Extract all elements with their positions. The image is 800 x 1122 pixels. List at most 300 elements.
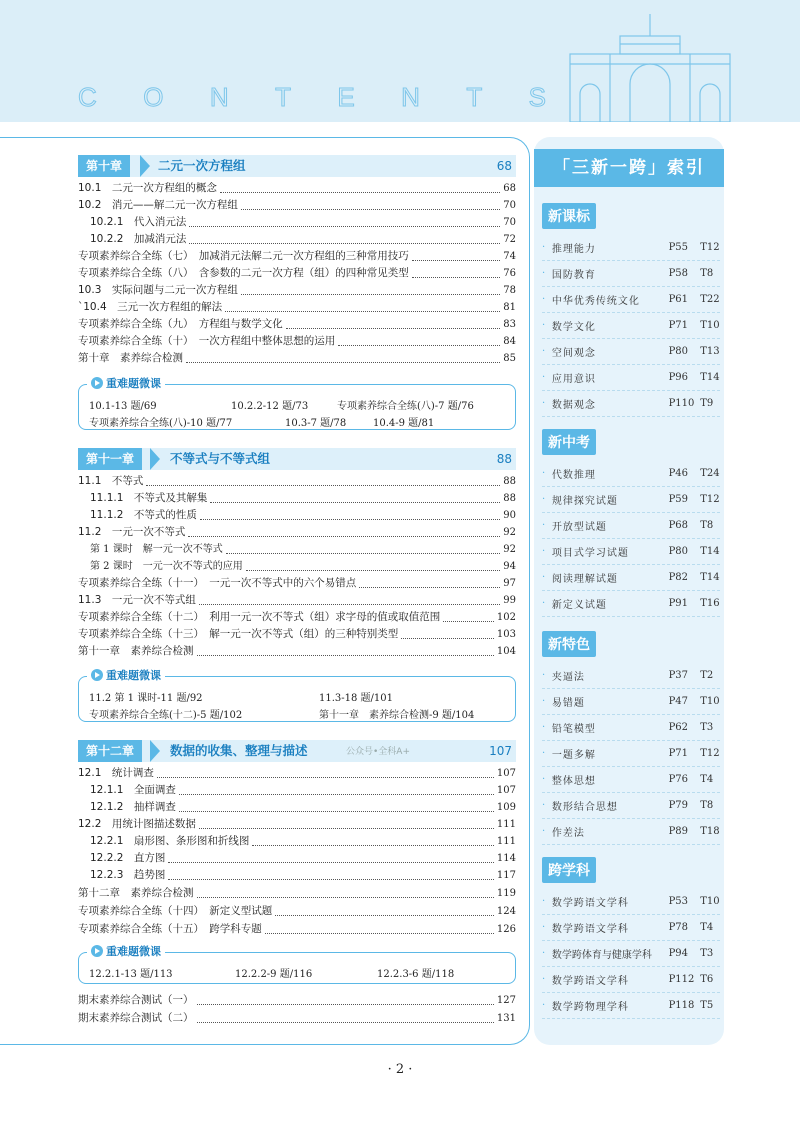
- index-item-page: P89: [668, 826, 689, 837]
- toc-entry[interactable]: [78, 248, 516, 265]
- chapter-page: 88: [496, 452, 512, 466]
- toc-entry-page: 88: [503, 476, 516, 487]
- bullet-icon: ·: [542, 722, 546, 733]
- leader-dots: [241, 286, 500, 295]
- index-item-name: 一题多解: [551, 750, 596, 761]
- micro-lesson-link[interactable]: 11.3-18 题/101: [319, 693, 394, 704]
- toc-entry-label: 11.1 不等式: [78, 475, 144, 487]
- index-section-tag: 新特色: [542, 631, 596, 657]
- toc-entry[interactable]: [90, 214, 516, 231]
- toc-entry-page: 99: [503, 595, 516, 606]
- index-item-page: P78: [668, 922, 689, 933]
- index-item-page: P91: [668, 598, 689, 609]
- leader-dots: [286, 320, 501, 329]
- index-item[interactable]: [542, 591, 720, 617]
- bullet-icon: ·: [542, 346, 546, 357]
- index-item-name: 推理能力: [551, 244, 596, 255]
- toc-entry-page: 107: [496, 768, 516, 779]
- chapter-header[interactable]: [78, 740, 516, 762]
- micro-lesson-link[interactable]: 12.2.3-6 题/118: [377, 969, 455, 980]
- index-item-name: 数形结合思想: [551, 802, 618, 813]
- toc-entry[interactable]: [78, 992, 516, 1009]
- toc-entry-page: 126: [496, 924, 516, 935]
- toc-entry-page: 72: [503, 234, 516, 245]
- toc-entry-label: 专项素养综合全练（十二） 利用一元一次不等式（组）求字母的值或取值范围: [78, 611, 441, 623]
- toc-entry-label: 第十二章 素养综合检测: [78, 887, 194, 899]
- bullet-icon: ·: [542, 320, 546, 331]
- index-item[interactable]: [542, 993, 720, 1019]
- bullet-icon: ·: [542, 800, 546, 811]
- index-item-name: 开放型试题: [551, 522, 607, 533]
- toc-entry[interactable]: [78, 333, 516, 350]
- bullet-icon: ·: [542, 1000, 546, 1011]
- index-item-page: P80: [668, 346, 689, 357]
- index-item-page: P82: [668, 572, 689, 583]
- toc-entry[interactable]: [78, 473, 516, 490]
- leader-dots: [220, 184, 500, 193]
- index-item-page: P71: [668, 320, 689, 331]
- index-item-question: T13: [700, 346, 720, 357]
- toc-entry-page: 119: [496, 888, 516, 899]
- index-section-tag: 跨学科: [542, 857, 596, 883]
- contents-letter: S: [528, 82, 548, 112]
- toc-entry-page: 81: [503, 302, 516, 313]
- index-item[interactable]: [542, 941, 720, 967]
- index-item-page: P61: [668, 294, 689, 305]
- toc-entry-label: 10.2.1 代入消元法: [90, 216, 187, 228]
- toc-entry-label: 11.3 一元一次不等式组: [78, 594, 196, 606]
- toc-entry-label: 期末素养综合测试（二）: [78, 1012, 194, 1024]
- toc-entry[interactable]: [78, 816, 516, 833]
- toc-entry-page: 76: [503, 268, 516, 279]
- index-item-question: T14: [700, 372, 720, 383]
- toc-entry-page: 127: [496, 995, 516, 1006]
- toc-entry-label: 11.2 一元一次不等式: [78, 526, 186, 538]
- leader-dots: [197, 647, 494, 656]
- index-item-name: 数学跨语文学科: [551, 924, 629, 935]
- bullet-icon: ·: [542, 268, 546, 279]
- bullet-icon: ·: [542, 494, 546, 505]
- toc-entry-page: 94: [503, 561, 516, 572]
- leader-dots: [199, 820, 494, 829]
- leader-dots: [188, 528, 500, 537]
- toc-entry-label: 专项素养综合全练（十一） 一元一次不等式中的六个易错点: [78, 577, 357, 589]
- micro-lesson-link[interactable]: 11.2 第 1 课时-11 题/92: [89, 693, 203, 704]
- index-item-page: P62: [668, 722, 689, 733]
- toc-entry[interactable]: [90, 850, 516, 867]
- toc-entry-label: 专项素养综合全练（十） 一次方程组中整体思想的运用: [78, 335, 336, 347]
- index-item[interactable]: [542, 967, 720, 993]
- toc-entry-label: `10.4 三元一次方程组的解法: [78, 301, 223, 313]
- index-item[interactable]: [542, 365, 720, 391]
- toc-entry-label: 10.1 二元一次方程组的概念: [78, 182, 217, 194]
- index-item-page: P96: [668, 372, 689, 383]
- toc-entry-label: 专项素养综合全练（九） 方程组与数学文化: [78, 318, 283, 330]
- index-item-page: P112: [668, 974, 695, 985]
- index-item[interactable]: [542, 261, 720, 287]
- index-item[interactable]: [542, 915, 720, 941]
- toc-entry-label: 12.2 用统计图描述数据: [78, 818, 196, 830]
- index-item[interactable]: [542, 767, 720, 793]
- index-item-question: T2: [700, 670, 714, 681]
- chapter-tag: 第十章: [78, 155, 130, 177]
- chapter-header[interactable]: [78, 155, 516, 177]
- leader-dots: [252, 837, 494, 846]
- index-item-page: P79: [668, 800, 689, 811]
- contents-heading: [78, 82, 548, 113]
- leader-dots: [359, 579, 500, 588]
- bullet-icon: ·: [542, 242, 546, 253]
- micro-lesson-tag: [87, 667, 165, 683]
- toc-entry-page: 84: [503, 336, 516, 347]
- toc-entry-page: 104: [496, 646, 516, 657]
- index-item-question: T3: [700, 948, 714, 959]
- micro-lesson-link[interactable]: 第十一章 素养综合检测-9 题/104: [319, 710, 475, 721]
- toc-entry-page: 70: [503, 217, 516, 228]
- toc-entry[interactable]: [90, 782, 516, 799]
- micro-lesson-link[interactable]: 专项素养综合全练(八)-7 题/76: [337, 401, 474, 412]
- index-item-page: P71: [668, 748, 689, 759]
- micro-lesson-tag: [87, 375, 165, 391]
- toc-entry[interactable]: [78, 626, 516, 643]
- index-item-name: 国防教育: [551, 270, 596, 281]
- leader-dots: [197, 996, 494, 1005]
- micro-lesson-link[interactable]: 12.2.1-13 题/113: [89, 969, 173, 980]
- toc-entry-label: 期末素养综合测试（一）: [78, 994, 194, 1006]
- toc-entry-label: 第 1 课时 解一元一次不等式: [90, 544, 223, 555]
- index-item-name: 规律探究试题: [551, 496, 618, 507]
- toc-entry-label: 12.2.2 直方图: [90, 852, 166, 864]
- index-section-tag: 新中考: [542, 429, 596, 455]
- leader-dots: [265, 925, 494, 934]
- toc-entry-label: 专项素养综合全练（八） 含参数的二元一次方程（组）的四种常见类型: [78, 267, 409, 279]
- toc-entry-label: 10.2.2 加减消元法: [90, 233, 187, 245]
- toc-entry[interactable]: [78, 609, 516, 626]
- index-item-page: P80: [668, 546, 689, 557]
- leader-dots: [186, 354, 500, 363]
- index-item-question: T4: [700, 774, 714, 785]
- micro-lesson-link[interactable]: 10.2.2-12 题/73: [231, 401, 309, 412]
- toc-entry-page: 124: [496, 906, 516, 917]
- index-item-question: T16: [700, 598, 720, 609]
- index-item[interactable]: [542, 663, 720, 689]
- toc-entry-page: 92: [503, 527, 516, 538]
- chapter-title: 不等式与不等式组: [170, 451, 271, 466]
- index-item[interactable]: [542, 313, 720, 339]
- toc-entry[interactable]: [78, 197, 516, 214]
- index-item-page: P59: [668, 494, 689, 505]
- index-title: 「三新一跨」索引: [534, 149, 724, 187]
- toc-entry-label: 11.1.1 不等式及其解集: [90, 492, 208, 504]
- toc-entry-page: 111: [496, 819, 516, 830]
- bullet-icon: ·: [542, 398, 546, 409]
- contents-letter: T: [466, 82, 485, 112]
- leader-dots: [246, 562, 501, 571]
- index-item-name: 数学文化: [551, 322, 596, 333]
- index-item[interactable]: [542, 819, 720, 845]
- toc-entry-page: 68: [503, 183, 516, 194]
- index-item-name: 易错题: [551, 698, 585, 709]
- micro-lesson-link[interactable]: 专项素养综合全练(八)-10 题/77: [89, 418, 233, 429]
- index-item[interactable]: [542, 689, 720, 715]
- leader-dots: [197, 889, 494, 898]
- toc-entry-page: 107: [496, 785, 516, 796]
- toc-entry-label: 12.1 统计调查: [78, 767, 154, 779]
- toc-entry[interactable]: [78, 921, 516, 938]
- toc-entry[interactable]: [78, 643, 516, 660]
- contents-letter: O: [143, 82, 166, 112]
- bullet-icon: ·: [542, 774, 546, 785]
- index-item-name: 空间观念: [551, 348, 596, 359]
- chapter-header[interactable]: [78, 448, 516, 470]
- toc-entry-page: 109: [496, 802, 516, 813]
- index-item-page: P55: [668, 242, 689, 253]
- index-item[interactable]: [542, 461, 720, 487]
- bullet-icon: ·: [542, 294, 546, 305]
- index-item-question: T12: [700, 494, 720, 505]
- leader-dots: [157, 769, 494, 778]
- micro-lesson-tag: [87, 943, 165, 959]
- index-item[interactable]: [542, 715, 720, 741]
- index-item[interactable]: [542, 513, 720, 539]
- index-item[interactable]: [542, 235, 720, 261]
- index-item-name: 作差法: [551, 828, 585, 839]
- leader-dots: [168, 871, 494, 880]
- index-item-name: 应用意识: [551, 374, 596, 385]
- micro-lesson-title: 重难题微课: [106, 669, 161, 682]
- micro-lesson-title: 重难题微课: [106, 377, 161, 390]
- bullet-icon: ·: [542, 546, 546, 557]
- toc-entry-page: 117: [496, 870, 516, 881]
- leader-dots: [200, 511, 500, 520]
- chevron-right-icon: [150, 448, 160, 470]
- chapter-page: 107: [489, 744, 512, 758]
- toc-entry-page: 97: [503, 578, 516, 589]
- index-item-question: T18: [700, 826, 720, 837]
- index-item-question: T22: [700, 294, 720, 305]
- index-item-name: 整体思想: [551, 776, 596, 787]
- index-item-page: P37: [668, 670, 689, 681]
- index-item[interactable]: [542, 287, 720, 313]
- toc-entry-page: 102: [496, 612, 516, 623]
- bullet-icon: ·: [542, 468, 546, 479]
- index-item-name: 数学跨语文学科: [551, 898, 629, 909]
- header-banner: [0, 0, 800, 122]
- toc-entry-label: 专项素养综合全练（十五） 跨学科专题: [78, 923, 262, 935]
- index-item-question: T9: [700, 398, 714, 409]
- index-item-name: 代数推理: [551, 470, 596, 481]
- index-item-page: P46: [668, 468, 689, 479]
- index-item[interactable]: [542, 741, 720, 767]
- bullet-icon: ·: [542, 748, 546, 759]
- play-icon: [91, 377, 103, 389]
- chevron-right-icon: [150, 740, 160, 762]
- leader-dots: [179, 803, 494, 812]
- index-item-question: T12: [700, 242, 720, 253]
- leader-dots: [275, 907, 494, 916]
- leader-dots: [412, 252, 501, 261]
- index-item[interactable]: [542, 487, 720, 513]
- leader-dots: [189, 235, 500, 244]
- toc-entry-page: 83: [503, 319, 516, 330]
- toc-entry-page: 114: [496, 853, 516, 864]
- index-item-page: P110: [668, 398, 695, 409]
- bullet-icon: ·: [542, 696, 546, 707]
- index-item-page: P118: [668, 1000, 695, 1011]
- toc-entry[interactable]: [78, 575, 516, 592]
- bullet-icon: ·: [542, 670, 546, 681]
- index-item[interactable]: [542, 539, 720, 565]
- contents-letter: N: [209, 82, 231, 112]
- index-item[interactable]: [542, 339, 720, 365]
- toc-entry[interactable]: [78, 903, 516, 920]
- chapter-page: 68: [496, 159, 512, 173]
- toc-entry[interactable]: [78, 885, 516, 902]
- toc-entry[interactable]: [90, 867, 516, 884]
- bullet-icon: ·: [542, 896, 546, 907]
- toc-entry-page: 85: [503, 353, 516, 364]
- index-item-name: 数学跨体育与健康学科: [551, 950, 652, 961]
- chapter-title: 数据的收集、整理与描述: [170, 743, 308, 758]
- leader-dots: [168, 854, 494, 863]
- bullet-icon: ·: [542, 922, 546, 933]
- index-item-question: T5: [700, 1000, 714, 1011]
- toc-entry-page: 74: [503, 251, 516, 262]
- index-item-name: 新定义试题: [551, 600, 607, 611]
- micro-lesson-link[interactable]: 10.3-7 题/78: [285, 418, 347, 429]
- toc-entry[interactable]: [78, 265, 516, 282]
- index-item-page: P68: [668, 520, 689, 531]
- toc-entry-label: 专项素养综合全练（七） 加减消元法解二元一次方程组的三种常用技巧: [78, 250, 409, 262]
- index-item-question: T4: [700, 922, 714, 933]
- index-item-question: T8: [700, 268, 714, 279]
- micro-lesson-box: [78, 945, 516, 984]
- micro-lesson-title: 重难题微课: [106, 945, 161, 958]
- toc-entry-label: 11.1.2 不等式的性质: [90, 509, 197, 521]
- index-item-question: T14: [700, 572, 720, 583]
- toc-entry[interactable]: [78, 299, 516, 316]
- bullet-icon: ·: [542, 520, 546, 531]
- toc-entry-label: 12.2.1 扇形图、条形图和折线图: [90, 835, 250, 847]
- toc-entry-label: 12.1.2 抽样调查: [90, 801, 176, 813]
- toc-entry-page: 103: [496, 629, 516, 640]
- toc-entry-page: 88: [503, 493, 516, 504]
- index-item-name: 数学跨语文学科: [551, 976, 629, 987]
- bullet-icon: ·: [542, 372, 546, 383]
- toc-entry[interactable]: [90, 507, 516, 524]
- index-item-question: T8: [700, 520, 714, 531]
- index-item-page: P58: [668, 268, 689, 279]
- toc-entry[interactable]: [78, 524, 516, 541]
- index-item-question: T14: [700, 546, 720, 557]
- micro-lesson-link[interactable]: 10.4-9 题/81: [373, 418, 435, 429]
- index-item-question: T8: [700, 800, 714, 811]
- leader-dots: [401, 630, 494, 639]
- index-item-question: T10: [700, 896, 720, 907]
- toc-entry[interactable]: [90, 799, 516, 816]
- index-item-question: T10: [700, 320, 720, 331]
- toc-entry-label: 10.3 实际问题与二元一次方程组: [78, 284, 238, 296]
- leader-dots: [412, 269, 501, 278]
- toc-entry-label: 第十一章 素养综合检测: [78, 645, 194, 657]
- chevron-right-icon: [140, 155, 150, 177]
- toc-entry-label: 12.2.3 趋势图: [90, 869, 166, 881]
- leader-dots: [210, 494, 500, 503]
- toc-entry[interactable]: [78, 1010, 516, 1027]
- toc-entry-label: 12.1.1 全面调查: [90, 784, 176, 796]
- toc-entry[interactable]: [78, 765, 516, 782]
- toc-entry-label: 10.2 消元——解二元一次方程组: [78, 199, 238, 211]
- micro-lesson-link[interactable]: 专项素养综合全练(十二)-5 题/102: [89, 710, 243, 721]
- micro-lesson-link[interactable]: 12.2.2-9 题/116: [235, 969, 313, 980]
- leader-dots: [443, 613, 494, 622]
- leader-dots: [225, 303, 500, 312]
- leader-dots: [241, 201, 500, 210]
- index-item-page: P94: [668, 948, 689, 959]
- toc-entry[interactable]: [78, 180, 516, 197]
- watermark-text: 公众号•全科A+: [346, 747, 411, 757]
- toc-entry-label: 第十章 素养综合检测: [78, 352, 183, 364]
- leader-dots: [199, 596, 500, 605]
- toc-entry[interactable]: [90, 558, 516, 575]
- leader-dots: [338, 337, 500, 346]
- index-section: [542, 203, 720, 417]
- chapter-tag: 第十二章: [78, 740, 142, 762]
- index-section: [542, 429, 720, 617]
- index-item[interactable]: [542, 391, 720, 417]
- toc-entry[interactable]: [78, 350, 516, 367]
- page-number: · 2 ·: [387, 1062, 413, 1077]
- toc-entry-label: 专项素养综合全练（十四） 新定义型试题: [78, 905, 273, 917]
- play-icon: [91, 669, 103, 681]
- bullet-icon: ·: [542, 974, 546, 985]
- bullet-icon: ·: [542, 826, 546, 837]
- index-item[interactable]: [542, 793, 720, 819]
- index-item-question: T10: [700, 696, 720, 707]
- index-item-question: T24: [700, 468, 720, 479]
- toc-entry[interactable]: [78, 592, 516, 609]
- index-item-question: T3: [700, 722, 714, 733]
- chapter-title: 二元一次方程组: [158, 158, 246, 173]
- index-item[interactable]: [542, 565, 720, 591]
- index-sidebar: [534, 137, 724, 1045]
- toc-entry[interactable]: [78, 316, 516, 333]
- toc-entry[interactable]: [90, 833, 516, 850]
- leader-dots: [146, 477, 500, 486]
- index-item[interactable]: [542, 889, 720, 915]
- bullet-icon: ·: [542, 598, 546, 609]
- contents-letter: E: [337, 82, 357, 112]
- toc-entry[interactable]: [78, 282, 516, 299]
- leader-dots: [226, 545, 501, 554]
- micro-lesson-link[interactable]: 10.1-13 题/69: [89, 401, 157, 412]
- index-section: [542, 631, 720, 845]
- toc-entry[interactable]: [90, 231, 516, 248]
- micro-lesson-box: [78, 377, 516, 430]
- toc-entry[interactable]: [90, 541, 516, 558]
- index-item-page: P47: [668, 696, 689, 707]
- contents-letter: T: [275, 82, 293, 112]
- index-item-page: P76: [668, 774, 689, 785]
- toc-entry-page: 78: [503, 285, 516, 296]
- gate-building-illustration: [560, 14, 740, 122]
- index-item-name: 数学跨物理学科: [551, 1002, 629, 1013]
- index-item-name: 项目式学习试题: [551, 548, 629, 559]
- toc-entry[interactable]: [90, 490, 516, 507]
- micro-lesson-box: [78, 669, 516, 722]
- bullet-icon: ·: [542, 948, 546, 959]
- toc-entry-label: 专项素养综合全练（十三） 解一元一次不等式（组）的三种特别类型: [78, 628, 399, 640]
